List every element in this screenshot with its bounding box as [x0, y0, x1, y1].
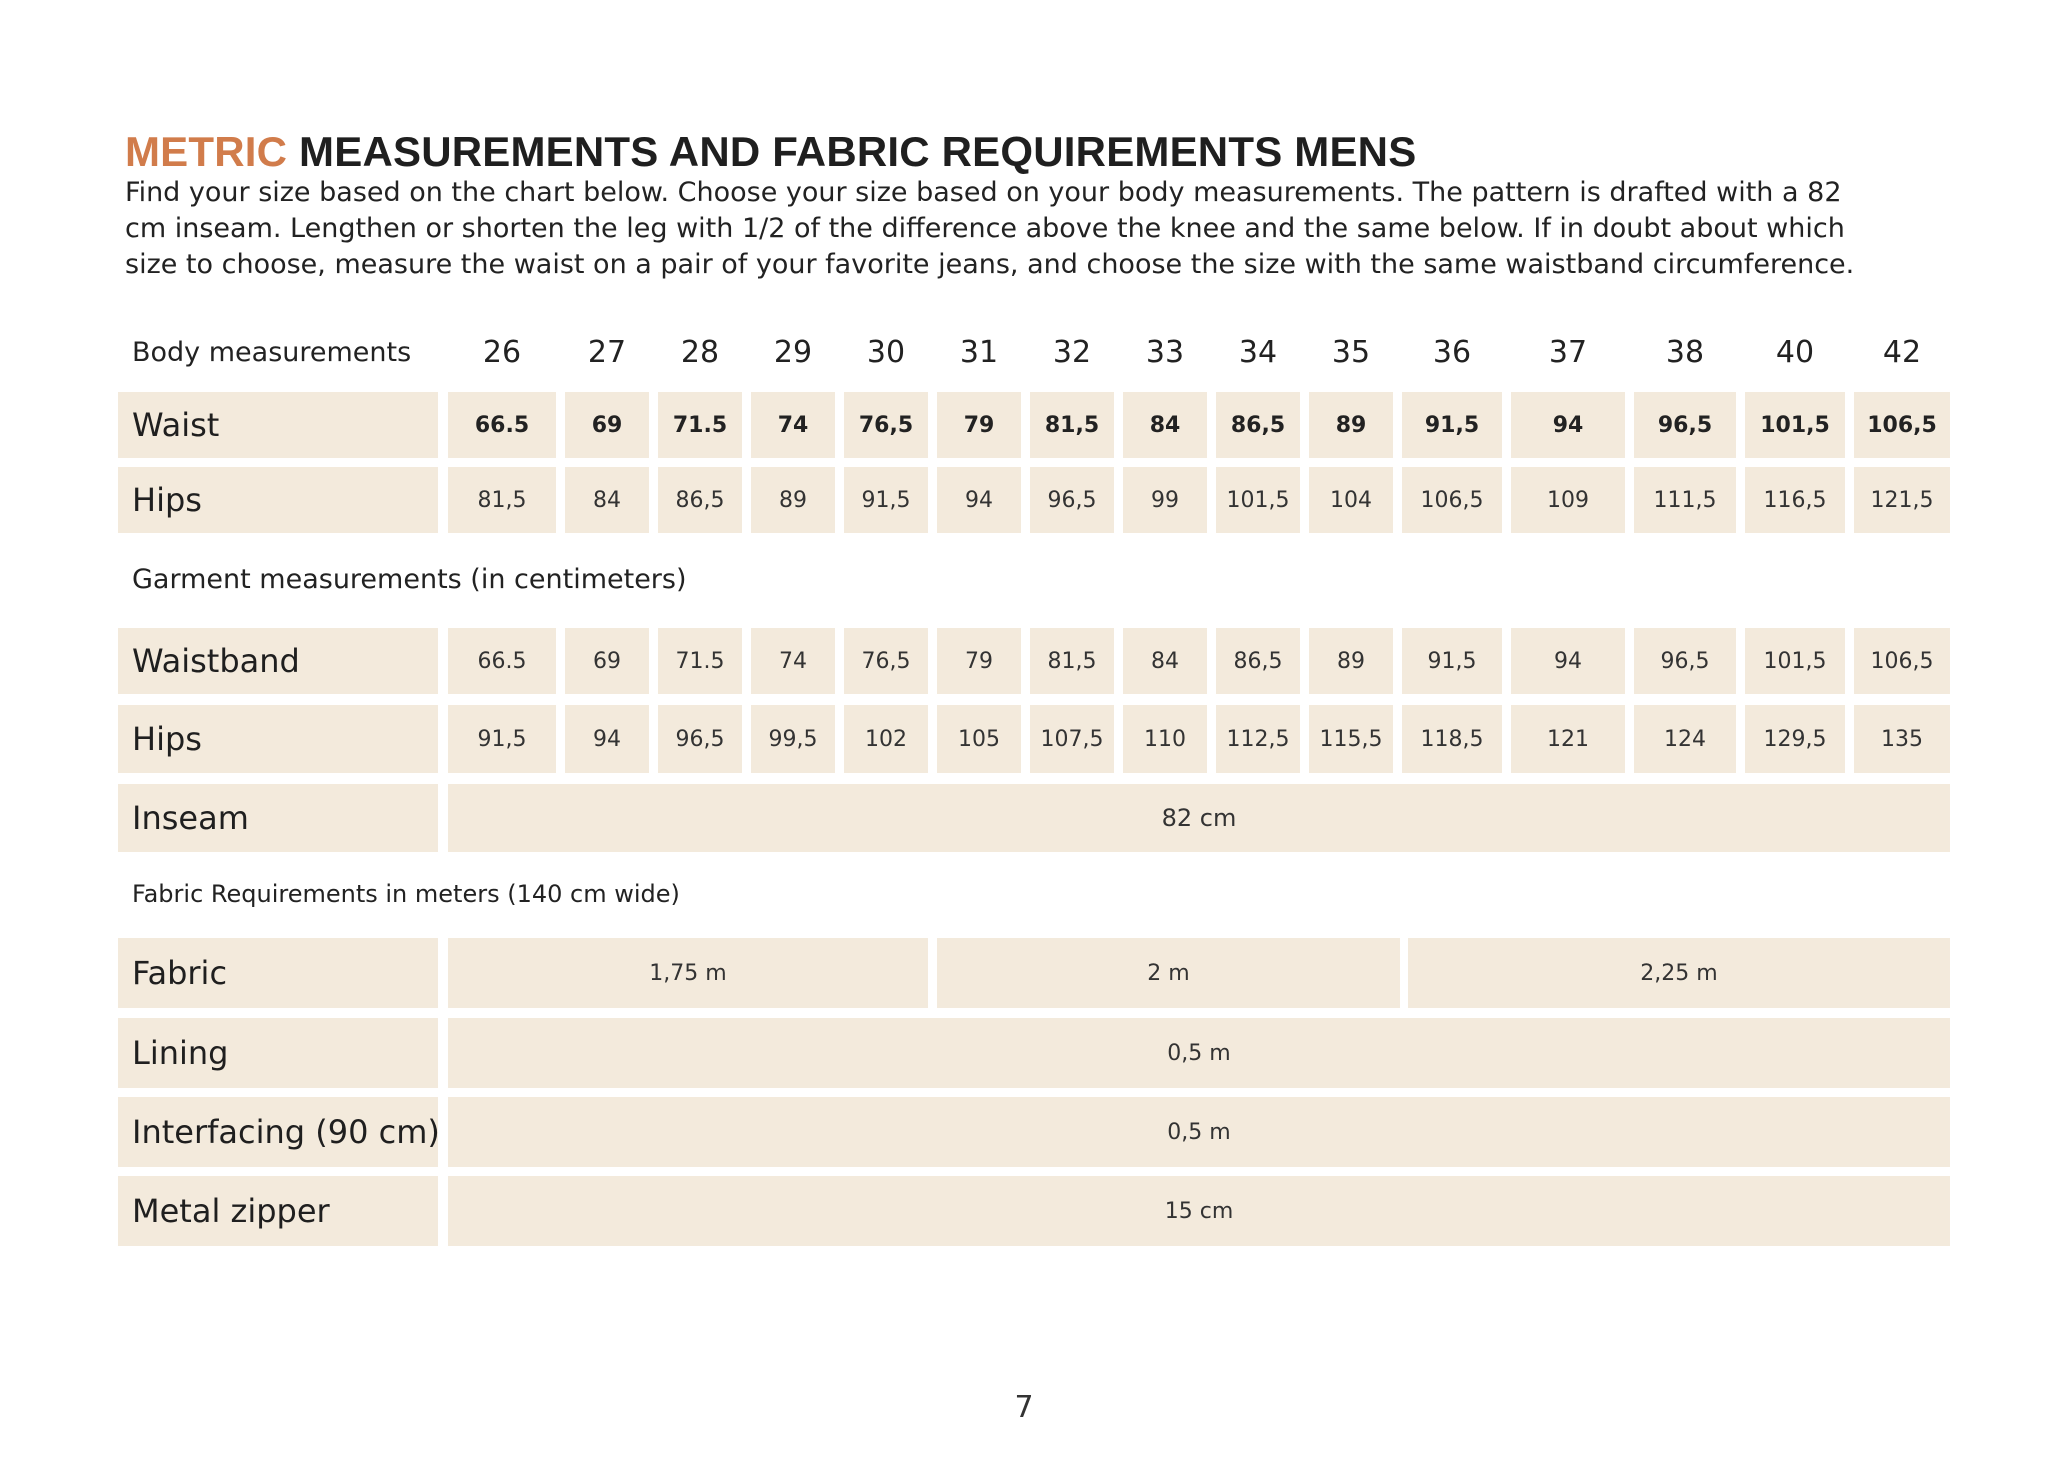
size-header-cell: 42 [1882, 335, 1922, 370]
table-cell: 71.5 [658, 392, 742, 458]
table-cell-span: 15 cm [448, 1176, 1950, 1246]
table-cell: 121 [1511, 705, 1625, 773]
table-cell: 91,5 [1402, 628, 1502, 694]
table-cell: 84 [1123, 628, 1207, 694]
row-label: Waistband [118, 628, 438, 694]
table-cell: 86,5 [1216, 392, 1300, 458]
table-cell: 124 [1634, 705, 1736, 773]
table-cell: 2 m [937, 938, 1400, 1008]
title-rest: MEASUREMENTS AND FABRIC REQUIREMENTS MENS [287, 128, 1417, 175]
size-header-cell: 30 [866, 335, 906, 370]
table-cell: 121,5 [1854, 467, 1950, 533]
size-header-cell: 26 [482, 335, 522, 370]
table-cell-span: 82 cm [448, 784, 1950, 852]
page-number: 7 [1014, 1390, 1034, 1425]
page-title [125, 128, 1416, 176]
table-cell: 96,5 [1634, 628, 1736, 694]
table-cell: 101,5 [1745, 628, 1845, 694]
size-header-cell: 40 [1775, 335, 1815, 370]
table-cell: 91,5 [844, 467, 928, 533]
table-cell: 109 [1511, 467, 1625, 533]
table-cell: 71.5 [658, 628, 742, 694]
table-cell: 91,5 [448, 705, 556, 773]
row-label: Inseam [118, 784, 438, 852]
size-header-cell: 37 [1548, 335, 1588, 370]
table-cell: 118,5 [1402, 705, 1502, 773]
table-cell-span: 0,5 m [448, 1018, 1950, 1088]
table-cell: 76,5 [844, 628, 928, 694]
table-cell: 96,5 [1030, 467, 1114, 533]
table-cell: 84 [1123, 392, 1207, 458]
table-cell: 81,5 [1030, 392, 1114, 458]
size-header-cell: 32 [1052, 335, 1092, 370]
table-cell: 74 [751, 392, 835, 458]
table-cell: 106,5 [1402, 467, 1502, 533]
table-row-metal-zipper [118, 1176, 1978, 1246]
table-row-interfacing [118, 1097, 1978, 1167]
size-header-cell: 29 [773, 335, 813, 370]
table-cell: 94 [937, 467, 1021, 533]
table-cell: 105 [937, 705, 1021, 773]
table-row-lining [118, 1018, 1978, 1088]
table-cell: 99,5 [751, 705, 835, 773]
table-cell: 79 [937, 392, 1021, 458]
row-label: Hips [118, 705, 438, 773]
table-cell: 89 [1309, 628, 1393, 694]
table-cell: 102 [844, 705, 928, 773]
row-label: Interfacing (90 cm) [118, 1097, 438, 1167]
table-row-waistband [118, 628, 1978, 694]
table-cell: 94 [1511, 628, 1625, 694]
title-accent: METRIC [125, 128, 288, 175]
table-cell: 115,5 [1309, 705, 1393, 773]
table-cell: 69 [565, 392, 649, 458]
row-label: Fabric [118, 938, 438, 1008]
table-cell: 2,25 m [1408, 938, 1950, 1008]
table-cell: 101,5 [1745, 392, 1845, 458]
table-cell: 66.5 [448, 628, 556, 694]
table-cell: 94 [1511, 392, 1625, 458]
table-cell: 81,5 [448, 467, 556, 533]
intro-paragraph: Find your size based on the chart below. Choose your size based on your body measurements. The pattern is drafted with a 82 cm inseam. Lengthen or shorten the leg with 1/2 of the difference above the knee and the same below. If in doubt about which size to choose, measure the waist on a pair of your favorite jeans, and choose the size with the same waistband circumference. [125, 177, 1855, 280]
table-cell: 129,5 [1745, 705, 1845, 773]
table-row-waist [118, 392, 1978, 458]
table-row-garment-hips [118, 705, 1978, 773]
size-header-cell: 27 [587, 335, 627, 370]
table-cell: 86,5 [1216, 628, 1300, 694]
size-header-cell: 36 [1432, 335, 1472, 370]
table-cell: 86,5 [658, 467, 742, 533]
table-cell: 110 [1123, 705, 1207, 773]
table-cell: 89 [1309, 392, 1393, 458]
size-header-cell: 28 [680, 335, 720, 370]
garment-section-label: Garment measurements (in centimeters) [132, 564, 687, 595]
size-header-cell: 31 [959, 335, 999, 370]
table-cell: 106,5 [1854, 392, 1950, 458]
fabric-section-label: Fabric Requirements in meters (140 cm wide) [132, 880, 680, 908]
table-cell: 89 [751, 467, 835, 533]
table-row-fabric [118, 938, 1978, 1008]
table-cell: 66.5 [448, 392, 556, 458]
table-cell: 94 [565, 705, 649, 773]
size-header-cell: 38 [1665, 335, 1705, 370]
table-row-body-hips [118, 467, 1978, 533]
table-cell: 96,5 [1634, 392, 1736, 458]
size-header-cell: 35 [1331, 335, 1371, 370]
row-label: Lining [118, 1018, 438, 1088]
table-cell: 81,5 [1030, 628, 1114, 694]
table-cell: 101,5 [1216, 467, 1300, 533]
row-label: Hips [118, 467, 438, 533]
table-cell-span: 0,5 m [448, 1097, 1950, 1167]
table-cell: 107,5 [1030, 705, 1114, 773]
table-cell: 74 [751, 628, 835, 694]
table-cell: 84 [565, 467, 649, 533]
table-cell: 106,5 [1854, 628, 1950, 694]
size-header-cell: 34 [1238, 335, 1278, 370]
table-cell: 99 [1123, 467, 1207, 533]
table-cell: 79 [937, 628, 1021, 694]
table-cell: 91,5 [1402, 392, 1502, 458]
size-header-cell: 33 [1145, 335, 1185, 370]
table-cell: 111,5 [1634, 467, 1736, 533]
table-cell: 96,5 [658, 705, 742, 773]
table-cell: 1,75 m [448, 938, 928, 1008]
row-label: Metal zipper [118, 1176, 438, 1246]
row-label: Waist [118, 392, 438, 458]
table-cell: 76,5 [844, 392, 928, 458]
size-header-row [118, 331, 1978, 375]
body-measurements-label: Body measurements [132, 337, 412, 368]
table-cell: 112,5 [1216, 705, 1300, 773]
table-cell: 69 [565, 628, 649, 694]
table-cell: 104 [1309, 467, 1393, 533]
table-row-inseam [118, 784, 1978, 852]
table-cell: 116,5 [1745, 467, 1845, 533]
table-cell: 135 [1854, 705, 1950, 773]
